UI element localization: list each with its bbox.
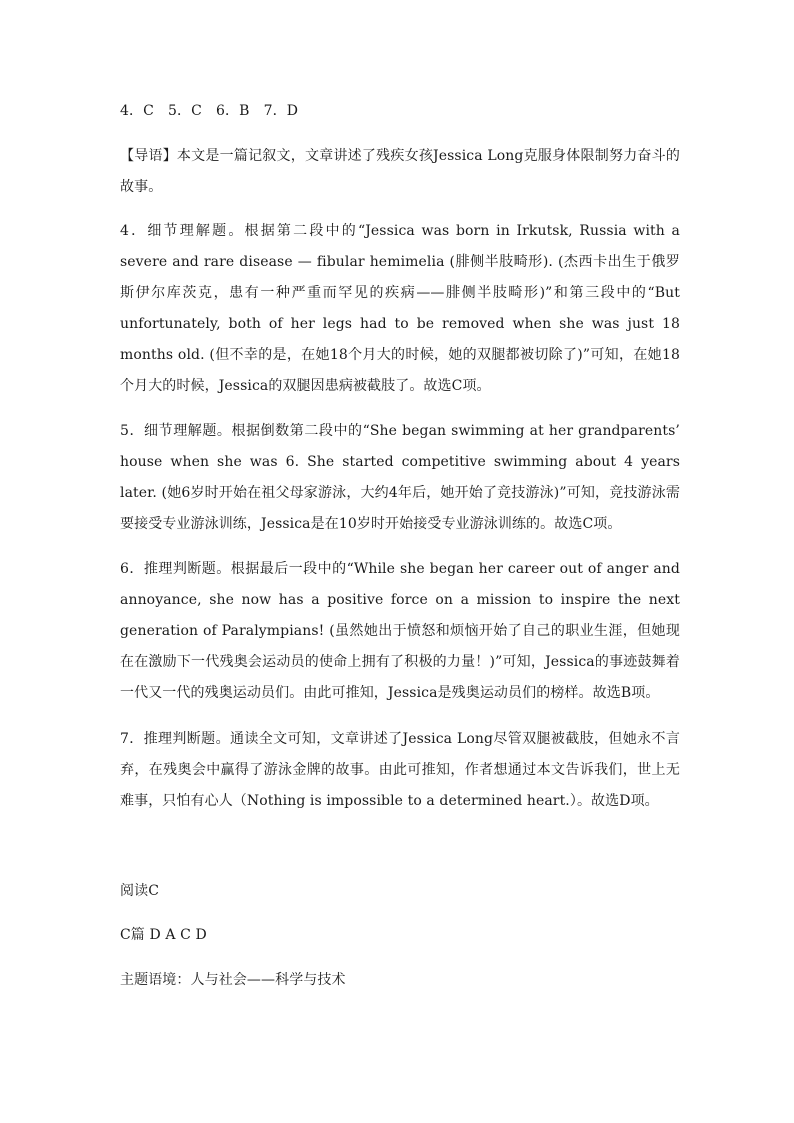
theme-context-line: 主题语境：人与社会——科学与技术 [120, 972, 346, 988]
question-6-explanation: 6．推理判断题。根据最后一段中的“While she began her career out of anger and annoyance, she now has a positive force on a mission to inspire the next generation of Paralympians! (虽然她出于愤怒和烦恼开始了自己的职业生涯，但她现在在激励下一代残奥会运动员的使命上拥有了积极的力量！)”可知，Jessica的事迹鼓舞着一代又一代的残奥运动员们。由此可推知，Jessica是残奥运动员们的榜样。故选B项。 [120, 561, 680, 701]
section-heading-reading-c: 阅读C [120, 883, 160, 899]
question-5-explanation: 5．细节理解题。根据倒数第二段中的“She began swimming at her grandparents’ house when she was 6. She started competitive swimming about 4 years later. (她6岁时开始在祖父母家游泳，大约4年后，她开始了竞技游泳)”可知，竞技游泳需要接受专业游泳训练，Jessica是在10岁时开始接受专业游泳训练的。故选C项。 [120, 423, 680, 532]
question-4-explanation: 4．细节理解题。根据第二段中的“Jessica was born in Irkutsk, Russia with a severe and rare disease — fibular hemimelia (腓侧半肢畸形). (杰西卡出生于俄罗斯伊尔库茨克，患有一种严重而罕见的疾病——腓侧半肢畸形)”和第三段中的“But unfortunately, both of her legs had to be removed when she was just 18 months old. (但不幸的是，在她18个月大的时候，她的双腿都被切除了)”可知，在她18个月大的时候，Jessica的双腿因患病被截肢了。故选C项。 [120, 223, 680, 394]
question-7-explanation: 7．推理判断题。通读全文可知，文章讲述了Jessica Long尽管双腿被截肢，但她永不言弃，在残奥会中赢得了游泳金牌的故事。由此可推知，作者想通过本文告诉我们，世上无难事，只怕有心人（Nothing is impossible to a determined heart.）。故选D项。 [120, 731, 680, 809]
answer-key-line: 4．C 5．C 6．B 7．D [120, 103, 299, 119]
guide-paragraph: 【导语】本文是一篇记叙文，文章讲述了残疾女孩Jessica Long克服身体限制努力奋斗的故事。 [120, 148, 680, 195]
passage-c-answers: C篇 D A C D [120, 927, 207, 943]
